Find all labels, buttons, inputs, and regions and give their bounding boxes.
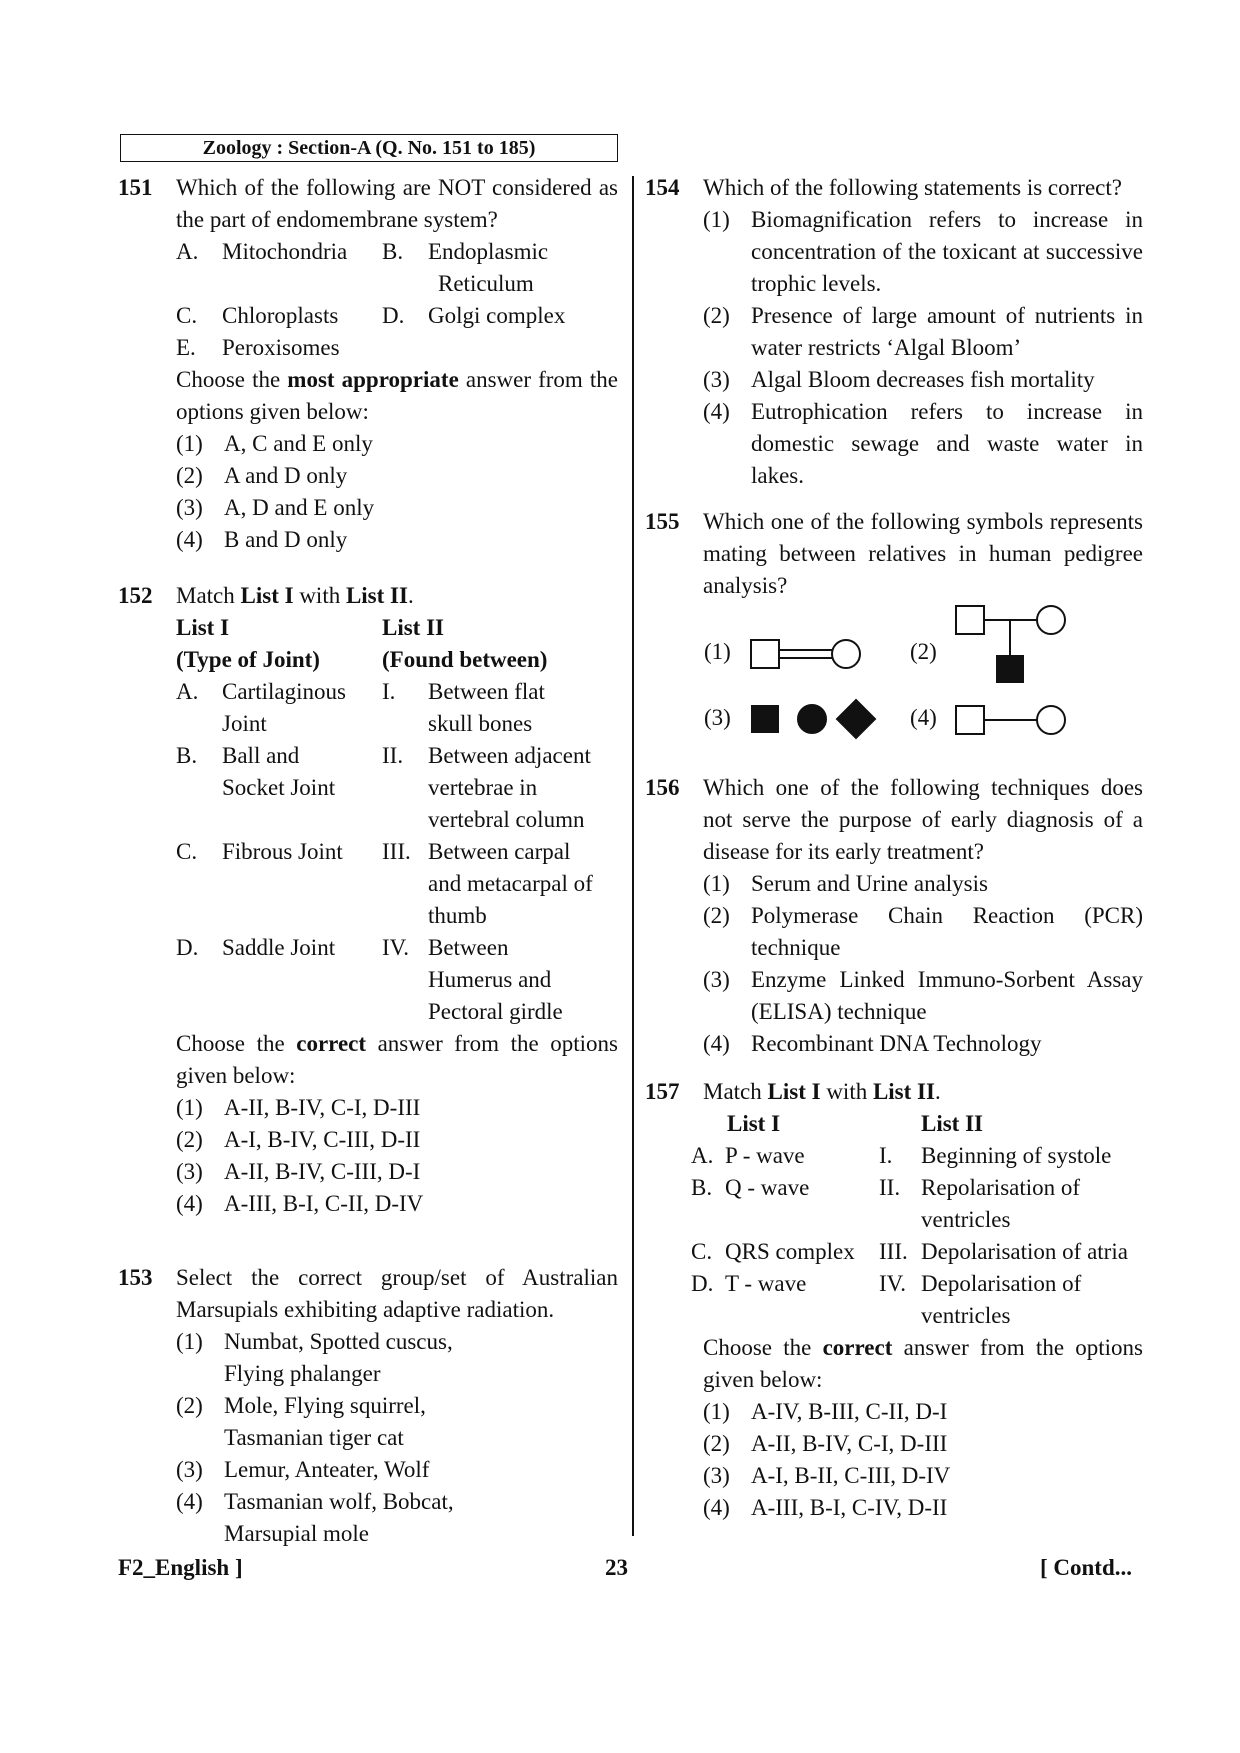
option-2[interactable]: (2) Polymerase Chain Reaction (PCR) technique [703, 903, 1143, 960]
option-3[interactable]: (3) A-II, B-IV, C-III, D-I [176, 1159, 421, 1184]
item-row: Reticulum [438, 271, 534, 296]
question-number: 155 [645, 509, 680, 534]
match-row: B. Ball and II. Between adjacent [176, 743, 591, 768]
option-2[interactable]: (2) A-I, B-IV, C-III, D-II [176, 1127, 421, 1152]
option-4[interactable]: (4) B and D only [176, 527, 348, 552]
consanguineous-mating-symbol [750, 636, 862, 672]
choose-instruction: Choose the correct answer from the options given below: [176, 1031, 618, 1088]
match-row: C. QRS complex III. Depolarisation of atria [691, 1239, 1128, 1264]
item-row: A. Mitochondria B. Endoplasmic [176, 239, 549, 264]
question-number: 152 [118, 583, 153, 608]
question-number: 154 [645, 175, 680, 200]
option-1[interactable]: (1) A, C and E only [176, 431, 373, 456]
option-1[interactable]: (1) [704, 639, 731, 664]
question-stem: Select the correct group/set of Australian Marsupials exhibiting adaptive radiation. [176, 1265, 618, 1322]
column-divider [632, 176, 634, 1536]
option-3[interactable]: (3) Lemur, Anteater, Wolf [176, 1457, 430, 1482]
question-stem: Which one of the following symbols represents mating between relatives in human pedigree analysis? [703, 509, 1143, 598]
option-1[interactable]: (1) Serum and Urine analysis [703, 871, 988, 896]
question-stem: Which one of the following techniques does not serve the purpose of early diagnosis of a disease for its early treatment? [703, 775, 1143, 864]
match-row: A. P - wave I. Beginning of systole [691, 1143, 1112, 1168]
choose-instruction: Choose the most appropriate answer from the options given below: [176, 367, 618, 424]
mating-offspring-symbol [955, 604, 1067, 686]
option-4[interactable]: (4) Tasmanian wolf, Bobcat, Marsupial mole [176, 1489, 454, 1546]
question-number: 157 [645, 1079, 680, 1104]
option-1[interactable]: (1) Biomagnification refers to increase in concentration of the toxicant at successive trophic levels. [703, 207, 1143, 296]
option-3[interactable]: (3) [704, 705, 731, 730]
mating-symbol [955, 702, 1067, 738]
option-3[interactable]: (3) A-I, B-II, C-III, D-IV [703, 1463, 951, 1488]
option-2[interactable]: (2) Mole, Flying squirrel, Tasmanian tiger cat [176, 1393, 426, 1450]
affected-individuals-symbol [750, 698, 880, 742]
item-row: E. Peroxisomes [176, 335, 340, 360]
page-number: 23 [605, 1555, 628, 1580]
match-row: B. Q - wave II. Repolarisation of [691, 1175, 1081, 1200]
option-4[interactable]: (4) A-III, B-I, C-II, D-IV [176, 1191, 424, 1216]
list-header: List I List II [176, 615, 444, 640]
option-2[interactable]: (2) A and D only [176, 463, 348, 488]
footer-continued: [ Contd... [1040, 1555, 1133, 1580]
option-1[interactable]: (1) A-IV, B-III, C-II, D-I [703, 1399, 948, 1424]
option-3[interactable]: (3) Enzyme Linked Immuno-Sorbent Assay (ELISA) technique [703, 967, 1143, 1024]
question-number: 156 [645, 775, 680, 800]
option-1[interactable]: (1) Numbat, Spotted cuscus, Flying phalanger [176, 1329, 453, 1386]
match-instruction: Match List I with List II. [176, 583, 414, 608]
option-2[interactable]: (2) [910, 639, 937, 664]
question-stem: Which of the following statements is correct? [703, 175, 1122, 200]
section-header: Zoology : Section-A (Q. No. 151 to 185) [120, 134, 618, 162]
list-subheader: (Type of Joint) (Found between) [176, 647, 548, 672]
match-row: D. T - wave IV. Depolarisation of [691, 1271, 1082, 1296]
match-row: C. Fibrous Joint III. Between carpal [176, 839, 571, 864]
match-row: D. Saddle Joint IV. Between [176, 935, 509, 960]
option-4[interactable]: (4) Eutrophication refers to increase in domestic sewage and waste water in lakes. [703, 399, 1143, 488]
option-1[interactable]: (1) A-II, B-IV, C-I, D-III [176, 1095, 421, 1120]
question-number: 151 [118, 175, 153, 200]
option-4[interactable]: (4) [910, 705, 937, 730]
match-instruction: Match List I with List II. [703, 1079, 941, 1104]
option-2[interactable]: (2) A-II, B-IV, C-I, D-III [703, 1431, 948, 1456]
option-2[interactable]: (2) Presence of large amount of nutrients in water restricts ‘Algal Bloom’ [703, 303, 1143, 360]
match-row: A. Cartilaginous I. Between flat [176, 679, 545, 704]
item-row: C. Chloroplasts D. Golgi complex [176, 303, 566, 328]
choose-instruction: Choose the correct answer from the options given below: [703, 1335, 1143, 1392]
option-4[interactable]: (4) A-III, B-I, C-IV, D-II [703, 1495, 948, 1520]
option-3[interactable]: (3) A, D and E only [176, 495, 375, 520]
question-number: 153 [118, 1265, 153, 1290]
option-3[interactable]: (3) Algal Bloom decreases fish mortality [703, 367, 1095, 392]
footer-paper-code: F2_English ] [118, 1555, 243, 1580]
question-stem: Which of the following are NOT considered as the part of endomembrane system? [176, 175, 618, 232]
list-header: List I List II [727, 1111, 983, 1136]
option-4[interactable]: (4) Recombinant DNA Technology [703, 1031, 1042, 1056]
